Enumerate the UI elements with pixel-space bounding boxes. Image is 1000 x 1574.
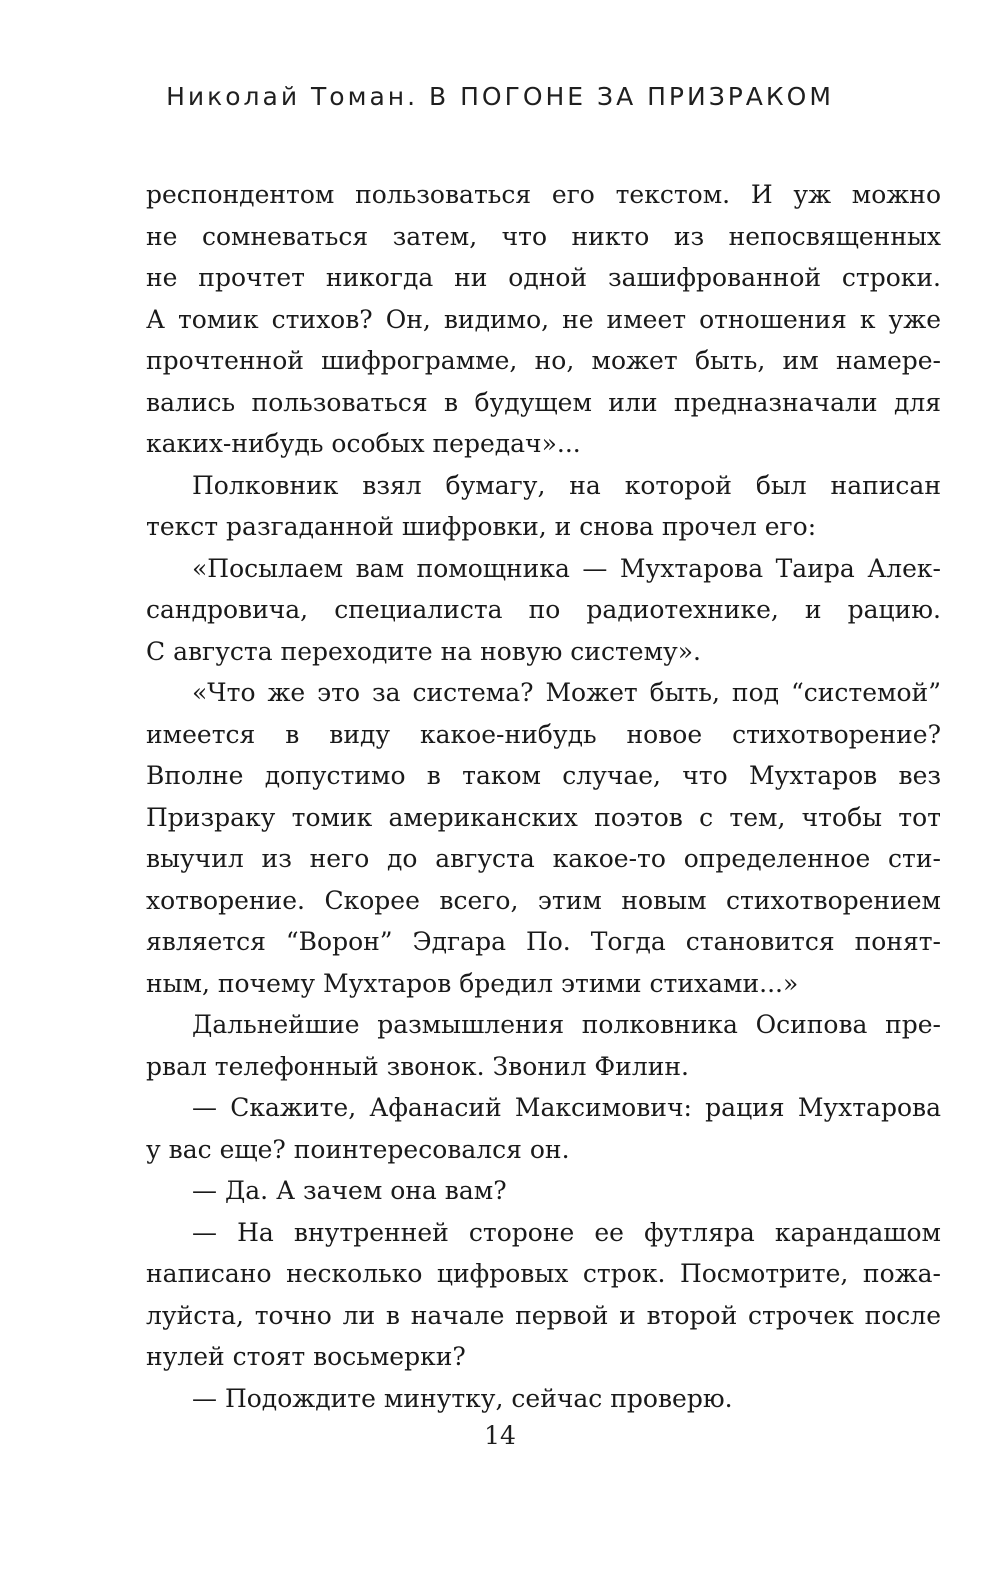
text-line: имеется в виду какое-нибудь новое стихотворение?	[146, 719, 941, 749]
text-line: каких-нибудь особых передач»...	[146, 429, 581, 458]
text-line: — На внутренней стороне ее футляра карандашом	[192, 1217, 941, 1247]
text-line: «Посылаем вам помощника — Мухтарова Таира Алек-	[192, 553, 941, 583]
text-line: не прочтет никогда ни одной зашифрованной строки.	[146, 263, 941, 292]
text-line: не сомневаться затем, что никто из непосвященных	[146, 221, 941, 251]
text-line: хотворение. Скорее всего, этим новым стихотворением	[146, 885, 941, 915]
text-line: — Подождите минутку, сейчас проверю.	[192, 1383, 733, 1413]
text-line: прочтенной шифрограмме, но, может быть, им намере-	[146, 346, 941, 375]
text-line: — Да. А зачем она вам?	[192, 1176, 507, 1205]
text-line: луйста, точно ли в начале первой и второй строчек после	[146, 1300, 941, 1330]
text-line: Полковник взял бумагу, на которой был написан	[192, 470, 941, 500]
text-line: нулей стоят восьмерки?	[146, 1342, 466, 1371]
page-number: 14	[484, 1421, 516, 1450]
text-line: рвал телефонный звонок. Звонил Филин.	[146, 1051, 689, 1081]
text-line: выучил из него до августа какое-то определенное сти-	[146, 844, 941, 873]
text-line: сандровича, специалиста по радиотехнике, и рацию.	[146, 595, 941, 624]
text-line: — Скажите, Афанасий Максимович: рация Мухтарова	[192, 1093, 941, 1122]
text-line: текст разгаданной шифровки, и снова прочел его:	[146, 512, 817, 541]
text-line: вались пользоваться в будущем или предназначали для	[146, 387, 941, 417]
text-line: «Что же это за система? Может быть, под “системой”	[192, 678, 941, 707]
text-line: Призраку томик американских поэтов с тем, чтобы тот	[146, 802, 941, 832]
text-line: С августа переходите на новую систему».	[146, 636, 701, 666]
text-line: ным, почему Мухтаров бредил этими стихами...»	[146, 968, 799, 998]
text-line: у вас еще? поинтересовался он.	[146, 1134, 570, 1164]
text-line: Дальнейшие размышления полковника Осипова пре-	[192, 1010, 941, 1039]
text-line: является “Ворон” Эдгара По. Тогда становится понят-	[146, 927, 941, 956]
text-line: написано несколько цифровых строк. Посмотрите, пожа-	[146, 1259, 941, 1288]
text-line: Вполне допустимо в таком случае, что Мухтаров вез	[146, 761, 941, 790]
text-line: А томик стихов? Он, видимо, не имеет отношения к уже	[146, 304, 941, 334]
body-text	[146, 174, 941, 1419]
running-head: Николай Томан. В ПОГОНЕ ЗА ПРИЗРАКОМ	[166, 82, 834, 111]
text-line: респондентом пользоваться его текстом. И уж можно	[146, 180, 941, 209]
